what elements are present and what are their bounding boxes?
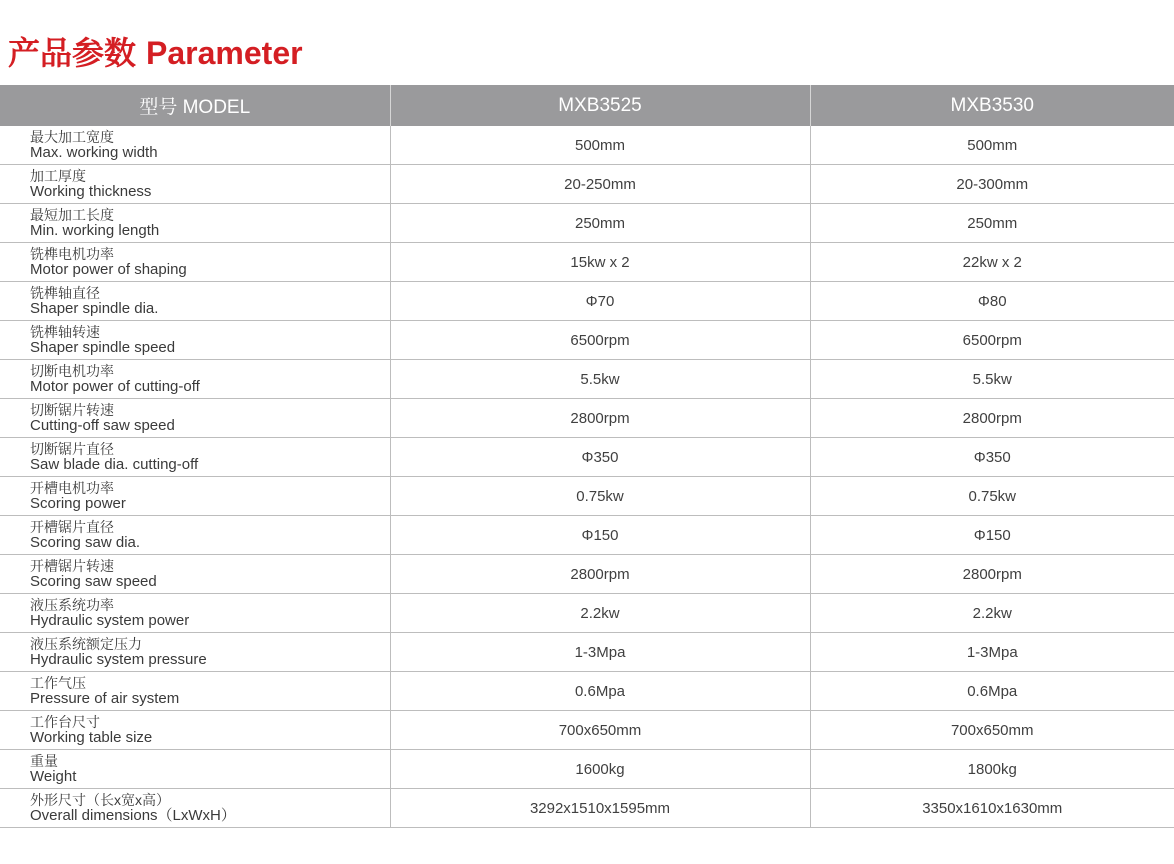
parameter-name-cn: 加工厚度 [30,167,86,184]
table-row [0,126,1174,165]
parameter-name-en: Scoring saw speed [30,572,157,590]
parameter-label-cell [0,633,390,672]
parameter-name-cn: 切断电机功率 [30,362,114,379]
page-title-cn: 产品参数 [8,35,137,71]
parameter-name-cn: 重量 [30,752,58,769]
value-mxb3525: 2.2kw [390,594,810,633]
parameter-name-en: Working thickness [30,182,152,200]
value-mxb3530: 0.6Mpa [810,672,1174,711]
value-mxb3525: 250mm [390,204,810,243]
value-mxb3530: Φ150 [810,516,1174,555]
table-row [0,477,1174,516]
header-mxb3530: MXB3530 [810,85,1174,126]
parameter-name-en: Working table size [30,728,153,746]
header-mxb3525: MXB3525 [390,85,810,126]
value-mxb3525: 2800rpm [390,399,810,438]
value-mxb3530: 1800kg [810,750,1174,789]
value-mxb3530: 1-3Mpa [810,633,1174,672]
parameter-label-cell [0,750,390,789]
parameter-label-cell [0,321,390,360]
parameter-name-en: Cutting-off saw speed [30,416,175,434]
parameter-name-en: Scoring saw dia. [30,533,141,551]
parameter-name-en: Shaper spindle dia. [30,299,159,317]
table-row [0,789,1174,828]
value-mxb3525: 2800rpm [390,555,810,594]
value-mxb3530: 2800rpm [810,399,1174,438]
table-row [0,399,1174,438]
parameter-name-cn: 工作气压 [30,674,86,691]
value-mxb3525: 0.75kw [390,477,810,516]
value-mxb3530: 700x650mm [810,711,1174,750]
parameter-name-en: Max. working width [30,143,158,161]
value-mxb3525: 1600kg [390,750,810,789]
table-row [0,750,1174,789]
parameter-name-cn: 液压系统额定压力 [30,635,142,652]
page-title [8,30,303,76]
value-mxb3530: 0.75kw [810,477,1174,516]
value-mxb3525: 1-3Mpa [390,633,810,672]
parameter-name-en: Hydraulic system power [30,611,190,629]
parameter-label-cell [0,711,390,750]
value-mxb3530: 22kw x 2 [810,243,1174,282]
parameter-name-en: Motor power of cutting-off [30,377,200,395]
parameter-label-cell [0,360,390,399]
value-mxb3525: Φ150 [390,516,810,555]
parameter-label-cell [0,516,390,555]
parameter-label-cell [0,555,390,594]
table-row [0,711,1174,750]
parameter-name-en: Motor power of shaping [30,260,187,278]
value-mxb3530: Φ80 [810,282,1174,321]
value-mxb3525: Φ350 [390,438,810,477]
table-row [0,204,1174,243]
parameter-label-cell [0,165,390,204]
value-mxb3530: 6500rpm [810,321,1174,360]
table-header-row [0,85,1174,126]
parameter-name-en: Scoring power [30,494,126,512]
value-mxb3530: Φ350 [810,438,1174,477]
value-mxb3530: 250mm [810,204,1174,243]
table-row [0,555,1174,594]
value-mxb3525: 5.5kw [390,360,810,399]
value-mxb3525: 20-250mm [390,165,810,204]
value-mxb3525: 500mm [390,126,810,165]
parameter-name-en: Pressure of air system [30,689,180,707]
parameter-name-en: Saw blade dia. cutting-off [30,455,199,473]
table-row [0,516,1174,555]
value-mxb3525: 0.6Mpa [390,672,810,711]
parameter-label-cell [0,672,390,711]
parameter-name-cn: 铣榫电机功率 [30,245,114,262]
parameter-name-cn: 开槽锯片转速 [30,557,114,574]
table-row [0,282,1174,321]
header-model: 型号 MODEL [0,85,390,126]
value-mxb3530: 20-300mm [810,165,1174,204]
parameter-label-cell [0,789,390,828]
parameter-label-cell [0,204,390,243]
parameter-name-cn: 铣榫轴转速 [30,323,100,340]
table-row [0,438,1174,477]
parameter-name-cn: 液压系统功率 [30,596,114,613]
parameter-name-cn: 开槽电机功率 [30,479,114,496]
parameter-label-cell [0,594,390,633]
parameter-label-cell [0,282,390,321]
table-row [0,321,1174,360]
table-row [0,165,1174,204]
parameter-name-cn: 铣榫轴直径 [30,284,100,301]
value-mxb3530: 500mm [810,126,1174,165]
parameter-label-cell [0,438,390,477]
table-row [0,594,1174,633]
parameter-name-cn: 工作台尺寸 [30,713,100,730]
value-mxb3525: 700x650mm [390,711,810,750]
parameter-name-cn: 外形尺寸（长x宽x高） [30,791,170,808]
parameter-name-en: Hydraulic system pressure [30,650,207,668]
parameter-label-cell [0,477,390,516]
value-mxb3525: 15kw x 2 [390,243,810,282]
parameter-name-cn: 切断锯片直径 [30,440,114,457]
value-mxb3525: 3292x1510x1595mm [390,789,810,828]
parameter-label-cell [0,399,390,438]
parameter-table [0,85,1174,828]
parameter-name-cn: 最大加工宽度 [30,128,114,145]
parameter-label-cell [0,243,390,282]
parameter-name-cn: 最短加工长度 [30,206,114,223]
value-mxb3525: Φ70 [390,282,810,321]
parameter-name-en: Shaper spindle speed [30,338,176,356]
value-mxb3525: 6500rpm [390,321,810,360]
parameter-name-en: Min. working length [30,221,160,239]
value-mxb3530: 2800rpm [810,555,1174,594]
parameter-name-en: Weight [30,767,77,785]
parameter-name-cn: 开槽锯片直径 [30,518,114,535]
table-body [0,126,1174,828]
table-row [0,633,1174,672]
parameter-name-en: Overall dimensions（LxWxH） [30,806,236,824]
table-row [0,243,1174,282]
table-row [0,360,1174,399]
value-mxb3530: 2.2kw [810,594,1174,633]
parameter-label-cell [0,126,390,165]
table-row [0,672,1174,711]
value-mxb3530: 3350x1610x1630mm [810,789,1174,828]
parameter-name-cn: 切断锯片转速 [30,401,114,418]
page-title-en: Parameter [146,35,303,71]
value-mxb3530: 5.5kw [810,360,1174,399]
